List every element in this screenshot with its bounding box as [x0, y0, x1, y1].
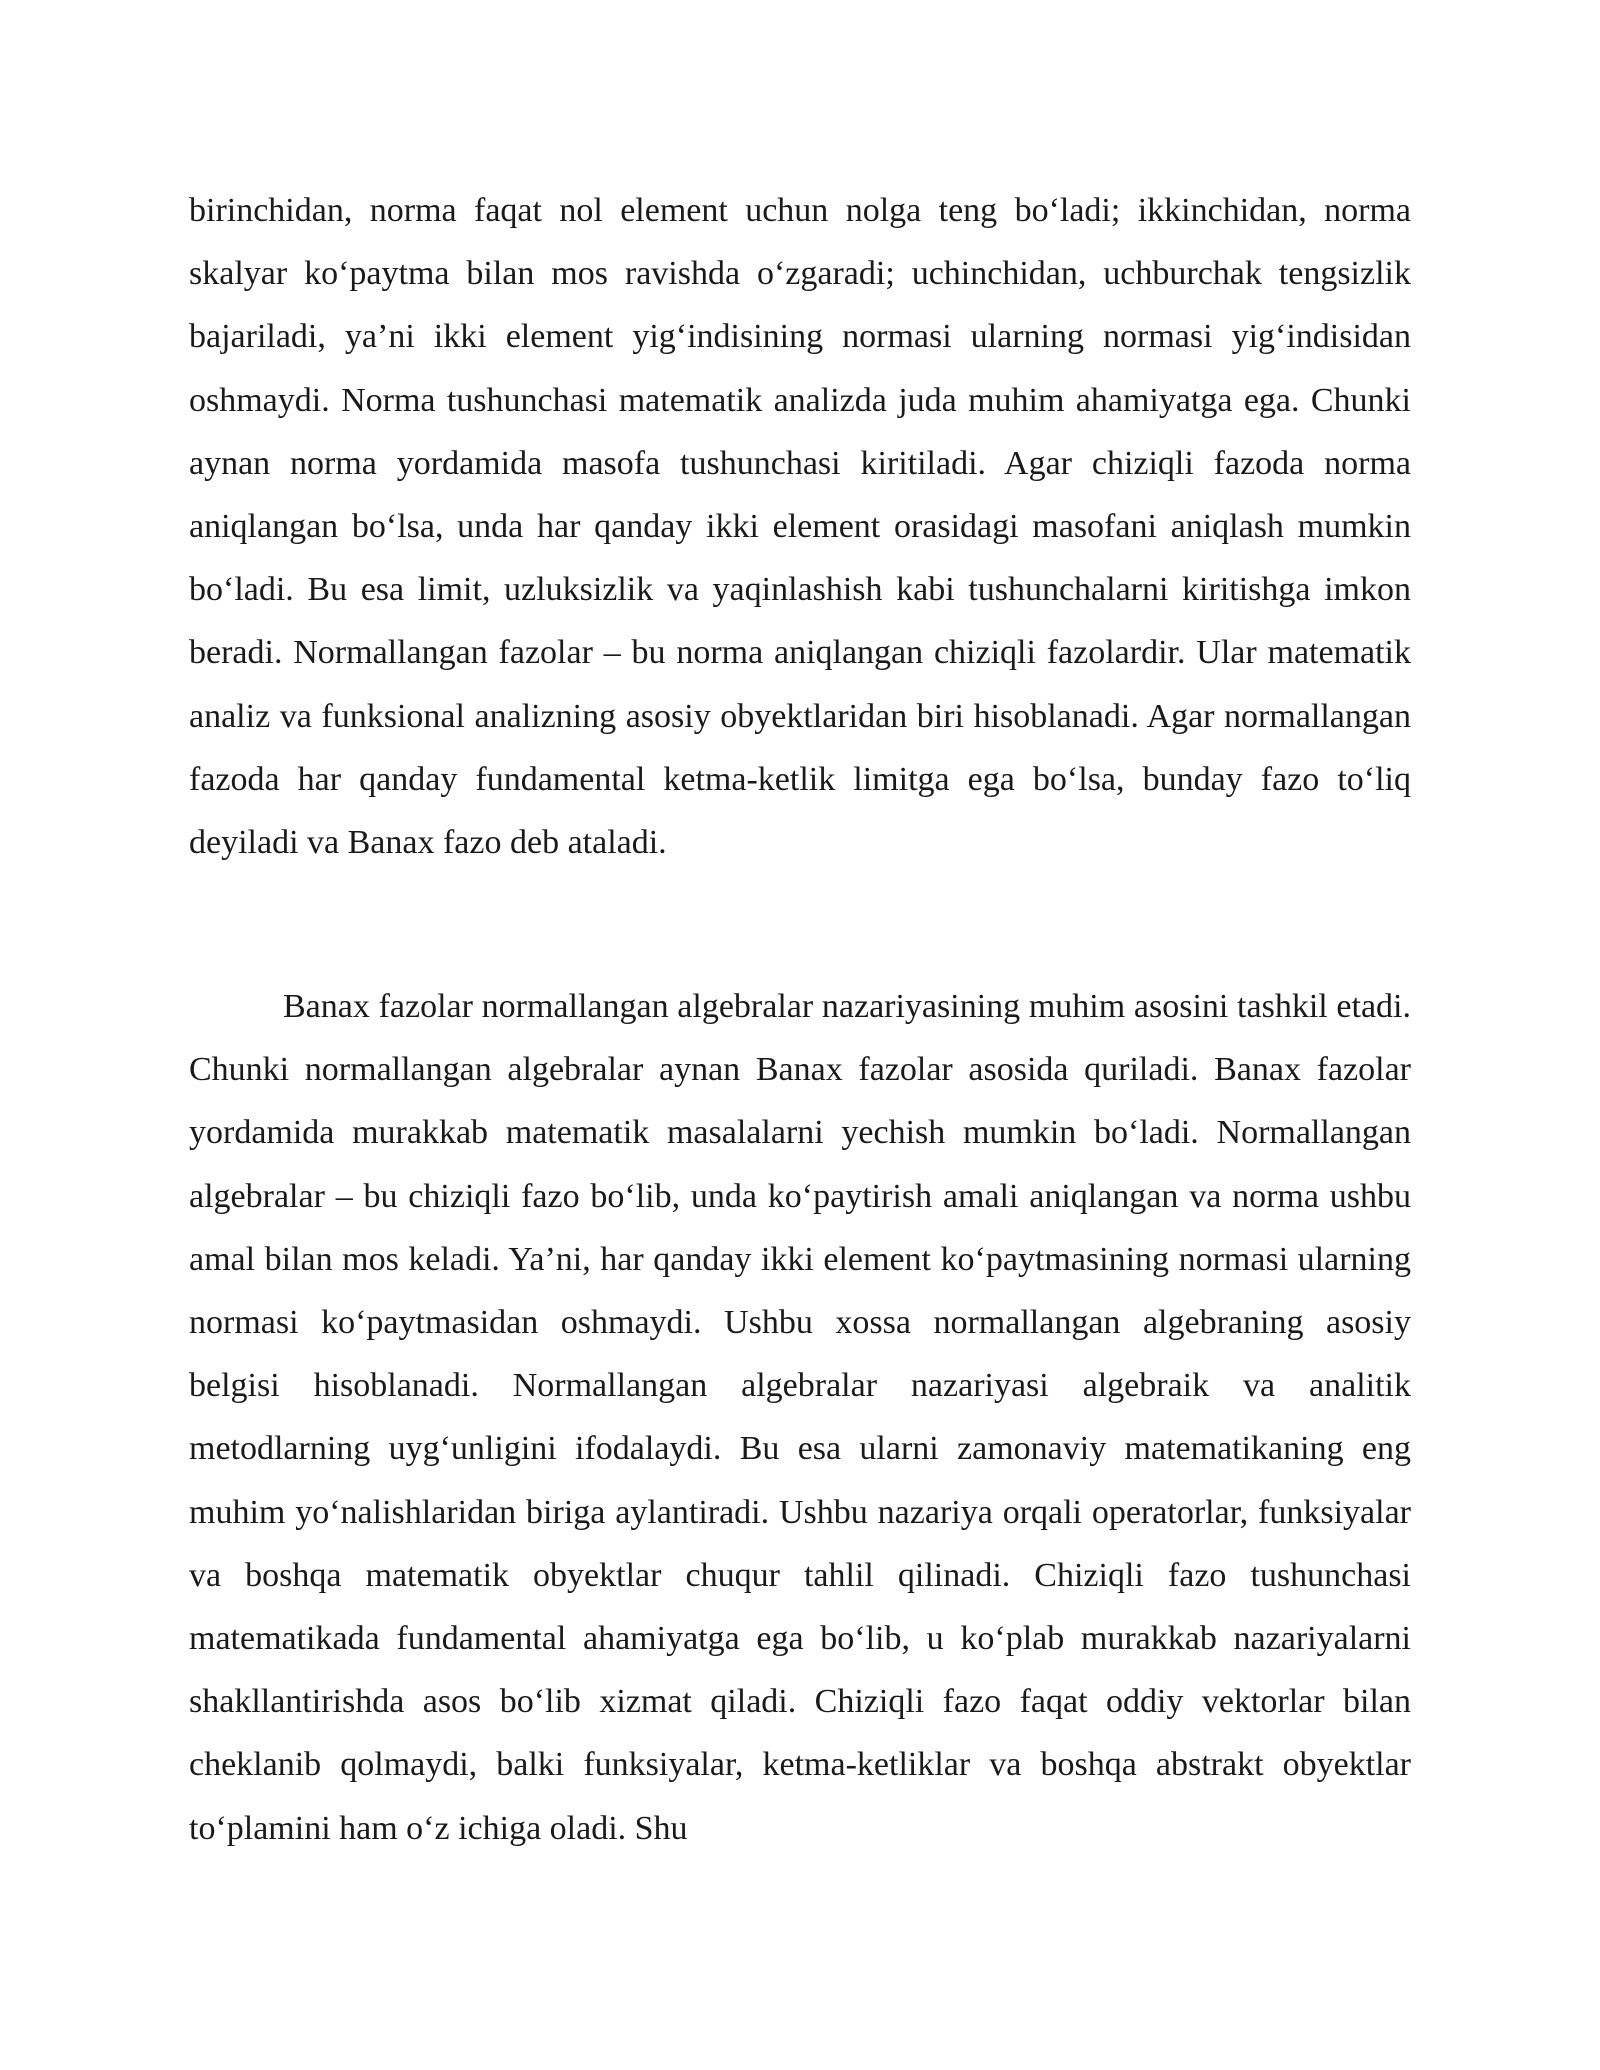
paragraph-banax-fazolar: Banax fazolar normallangan algebralar nazariyasining muhim asosini tashkil etadi. Chunki normallangan algebralar aynan Banax fazolar asosida quriladi. Banax fazolar yordamida murakkab matematik masalalarni yechish mumkin bo‘ladi. Normallangan algebralar – bu chiziqli fazo bo‘lib, unda ko‘paytirish amali aniqlangan va norma ushbu amal bilan mos keladi. Ya’ni, har qanday ikki element ko‘paytmasining normasi ularning normasi ko‘paytmasidan oshmaydi. Ushbu xossa normallangan algebraning asosiy belgisi hisoblanadi. Normallangan algebralar nazariyasi algebraik va analitik metodlarning uyg‘unligini ifodalaydi. Bu esa ularni zamonaviy matematikaning eng muhim yo‘nalishlaridan biriga aylantiradi. Ushbu nazariya orqali operatorlar, funksiyalar va boshqa matematik obyektlar chuqur tahlil qilinadi. Chiziqli fazo tushunchasi matematikada fundamental ahamiyatga ega bo‘lib, u ko‘plab murakkab nazariyalarni shakllantirishda asos bo‘lib xizmat qiladi. Chiziqli fazo faqat oddiy vektorlar bilan cheklanib qolmaydi, balki funksiyalar, ketma-ketliklar va boshqa abstrakt obyektlar to‘plamini ham o‘z ichiga oladi. Shu [189, 988, 1411, 1847]
paragraph-continued: birinchidan, norma faqat nol element uchun nolga teng bo‘ladi; ikkinchidan, norma skalyar ko‘paytma bilan mos ravishda o‘zgaradi; uchinchidan, uchburchak tengsizlik bajariladi, ya’ni ikki element yig‘indisining normasi ularning normasi yig‘indisidan oshmaydi. Norma tushunchasi matematik analizda juda muhim ahamiyatga ega. Chunki aynan norma yordamida masofa tushunchasi kiritiladi. Agar chiziqli fazoda norma aniqlangan bo‘lsa, unda har qanday ikki element orasidagi masofani aniqlash mumkin bo‘ladi. Bu esa limit, uzluksizlik va yaqinlashish kabi tushunchalarni kiritishga imkon beradi. Normallangan fazolar – bu norma aniqlangan chiziqli fazolardir. Ular matematik analiz va funksional analizning asosiy obyektlaridan biri hisoblanadi. Agar normallangan fazoda har qanday fundamental ketma-ketlik limitga ega bo‘lsa, bunday fazo to‘liq deyiladi va Banax fazo deb ataladi. [189, 192, 1411, 862]
